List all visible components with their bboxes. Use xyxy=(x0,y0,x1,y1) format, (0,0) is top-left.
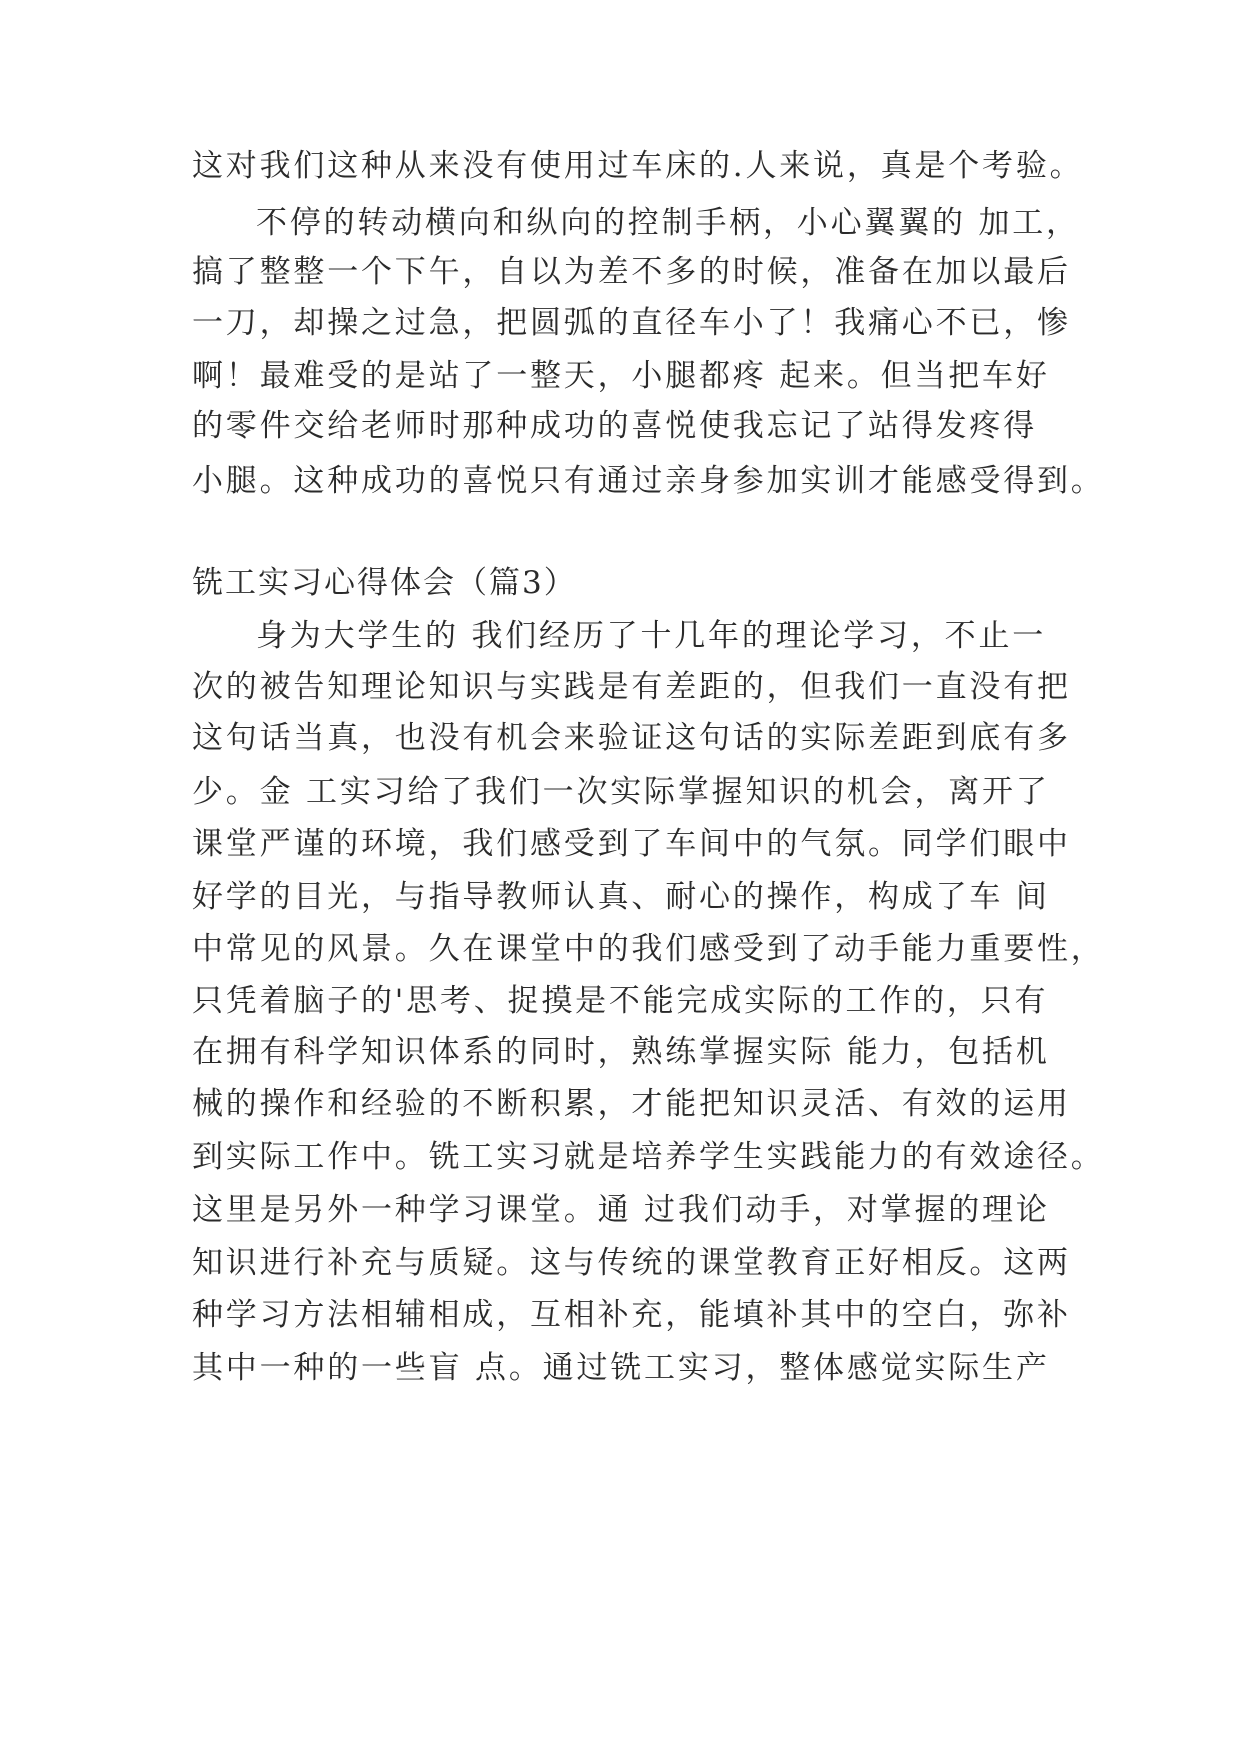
text-line: 在拥有科学知识体系的同时，熟练掌握实际 能力，包括机 xyxy=(192,1034,1050,1070)
text-line: 其中一种的一些盲 点。通过铣工实习，整体感觉实际生产 xyxy=(192,1350,1050,1386)
text-line: 少。金 工实习给了我们一次实际掌握知识的机会，离开了 xyxy=(192,774,1050,810)
text-line: 的零件交给老师时那种成功的喜悦使我忘记了站得发疼得 xyxy=(192,408,1037,444)
text-line: 这对我们这种从来没有使用过车床的.人来说，真是个考验。 xyxy=(192,148,1084,184)
text-line: 这句话当真，也没有机会来验证这句话的实际差距到底有多 xyxy=(192,720,1071,756)
text-line: 中常见的风景。久在课堂中的我们感受到了动手能力重要性， xyxy=(192,931,1105,967)
text-line: 知识进行补充与质疑。这与传统的课堂教育正好相反。这两 xyxy=(192,1245,1071,1281)
text-line: 搞了整整一个下午，自以为差不多的时候，准备在加以最后 xyxy=(192,254,1071,290)
text-line: 小腿。这种成功的喜悦只有通过亲身参加实训才能感受得到。 xyxy=(192,463,1105,499)
text-line: 身为大学生的 我们经历了十几年的理论学习，不止一 xyxy=(256,618,1047,654)
text-line: 不停的转动横向和纵向的控制手柄，小心翼翼的 加工， xyxy=(256,205,1080,241)
text-line: 啊！最难受的是站了一整天，小腿都疼 起来。但当把车好 xyxy=(192,358,1050,394)
text-line: 种学习方法相辅相成，互相补充，能填补其中的空白，弥补 xyxy=(192,1297,1071,1333)
text-line: 次的被告知理论知识与实践是有差距的，但我们一直没有把 xyxy=(192,669,1071,705)
text-line: 课堂严谨的环境，我们感受到了车间中的气氛。同学们眼中 xyxy=(192,826,1071,862)
text-line: 到实际工作中。铣工实习就是培养学生实践能力的有效途径。 xyxy=(192,1139,1105,1175)
text-line: 一刀，却操之过急，把圆弧的直径车小了！我痛心不已，惨 xyxy=(192,305,1071,341)
text-line: 只凭着脑子的'思考、捉摸是不能完成实际的工作的，只有 xyxy=(192,983,1049,1019)
text-line: 这里是另外一种学习课堂。通 过我们动手，对掌握的理论 xyxy=(192,1192,1050,1228)
text-line: 好学的目光，与指导教师认真、耐心的操作，构成了车 间 xyxy=(192,879,1050,915)
section-heading: 铣工实习心得体会（篇3） xyxy=(192,565,577,601)
text-line: 械的操作和经验的不断积累，才能把知识灵活、有效的运用 xyxy=(192,1086,1071,1122)
